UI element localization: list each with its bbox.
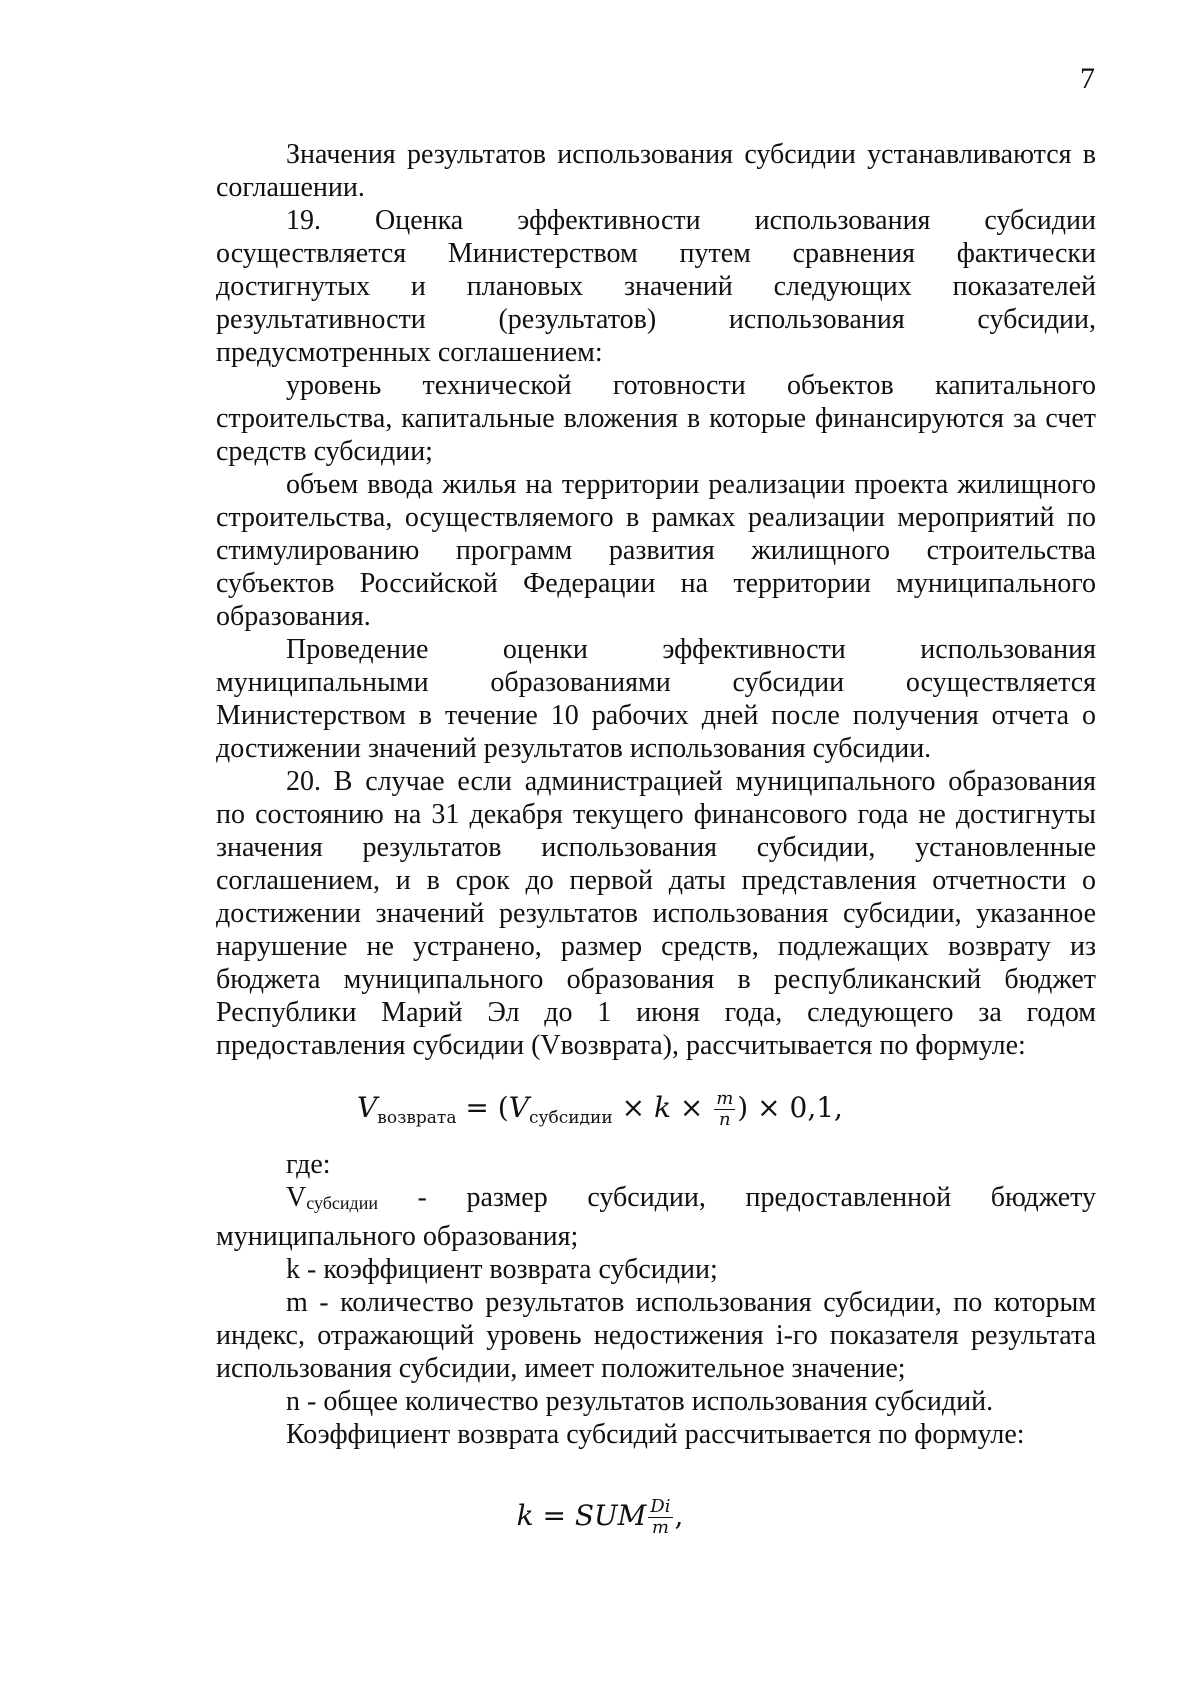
formula2-equals: = [542, 1499, 566, 1532]
fraction-numerator: m [716, 1088, 734, 1109]
formula2-tail: , [674, 1499, 684, 1532]
formula-k: k [653, 1091, 671, 1124]
page-number: 7 [1080, 62, 1095, 95]
formula-v-var: V [508, 1091, 529, 1124]
definition-v-text: - размер субсидии, предоставленной бюджету муниципального образования; [216, 1182, 1096, 1252]
formula-lhs-sub: возврата [377, 1108, 457, 1128]
formula2-func: SUM [574, 1499, 647, 1532]
definition-v-letter: V [286, 1182, 307, 1213]
formula-times: × [679, 1091, 704, 1124]
formula2-fraction [648, 1498, 672, 1537]
paragraph: объем ввода жилья на территории реализации проекта жилищного строительства, осуществляемого в рамках реализации мероприятий по стимулированию программ развития жилищного строительства субъектов Российской Федерации на территории муниципального образования. [216, 469, 1096, 632]
paragraph: Проведение оценки эффективности использования муниципальными образованиями субсидии осуществляется Министерством в течение 10 рабочих дней после получения отчета о достижении значений результатов использования субсидии. [216, 634, 1096, 764]
fraction-denominator: n [718, 1109, 731, 1130]
definition-v-sub: субсидии [306, 1193, 378, 1213]
definition-m: m - количество результатов использования субсидии, по которым индекс, отражающий уровень недостижения i-го показателя результата использования субсидии, имеет положительное значение; [216, 1287, 1096, 1384]
definition-n: n - общее количество результатов использования субсидий. [286, 1386, 994, 1417]
formula-times: × [621, 1091, 646, 1124]
formula-fraction [714, 1090, 735, 1129]
formula-times: × [757, 1091, 781, 1124]
fraction-denominator: m [651, 1517, 669, 1538]
formula2-lhs: k [516, 1499, 534, 1532]
formula-coefficient [0, 1498, 1200, 1537]
paragraph: Значения результатов использования субсидии устанавливаются в соглашении. [216, 139, 1096, 203]
definition-k: k - коэффициент возврата субсидии; [286, 1254, 718, 1285]
formula-lhs-var: V [357, 1091, 378, 1124]
fraction-numerator: Di [650, 1496, 671, 1517]
formula-constant: 0,1, [789, 1091, 843, 1124]
coefficient-intro: Коэффициент возврата субсидий рассчитывается по формуле: [286, 1419, 1025, 1450]
paragraph-section-19: 19. Оценка эффективности использования субсидии осуществляется Министерством путем сравнения фактически достигнутых и плановых значений следующих показателей результативности (результатов) использования субсидии, предусмотренных соглашением: [216, 205, 1096, 368]
paragraph-section-20: 20. В случае если администрацией муниципального образования по состоянию на 31 декабря текущего финансового года не достигнуты значения результатов использования субсидии, установленные соглашением, и в срок до первой даты представления отчетности о достижении значений результатов использования субсидии, указанное нарушение не устранено, размер средств, подлежащих возврату из бюджета муниципального образования в республиканский бюджет Республики Марий Эл до 1 июня года, следующего за годом предоставления субсидии (Vвозврата), рассчитывается по формуле: [216, 766, 1096, 1061]
formula-return-amount [0, 1090, 1200, 1129]
formula-open-paren: ( [497, 1091, 509, 1124]
where-label: где: [286, 1149, 331, 1180]
body-text-upper [216, 138, 1096, 1062]
paragraph: уровень технической готовности объектов капитального строительства, капитальные вложения в которые финансируются за счет средств субсидии; [216, 370, 1096, 467]
formula-equals: = [465, 1091, 489, 1124]
definition-v-subsidy [216, 1181, 1096, 1253]
body-text-lower [216, 1148, 1096, 1451]
formula-v-sub: субсидии [528, 1108, 613, 1128]
formula-close-paren: ) [737, 1091, 749, 1124]
